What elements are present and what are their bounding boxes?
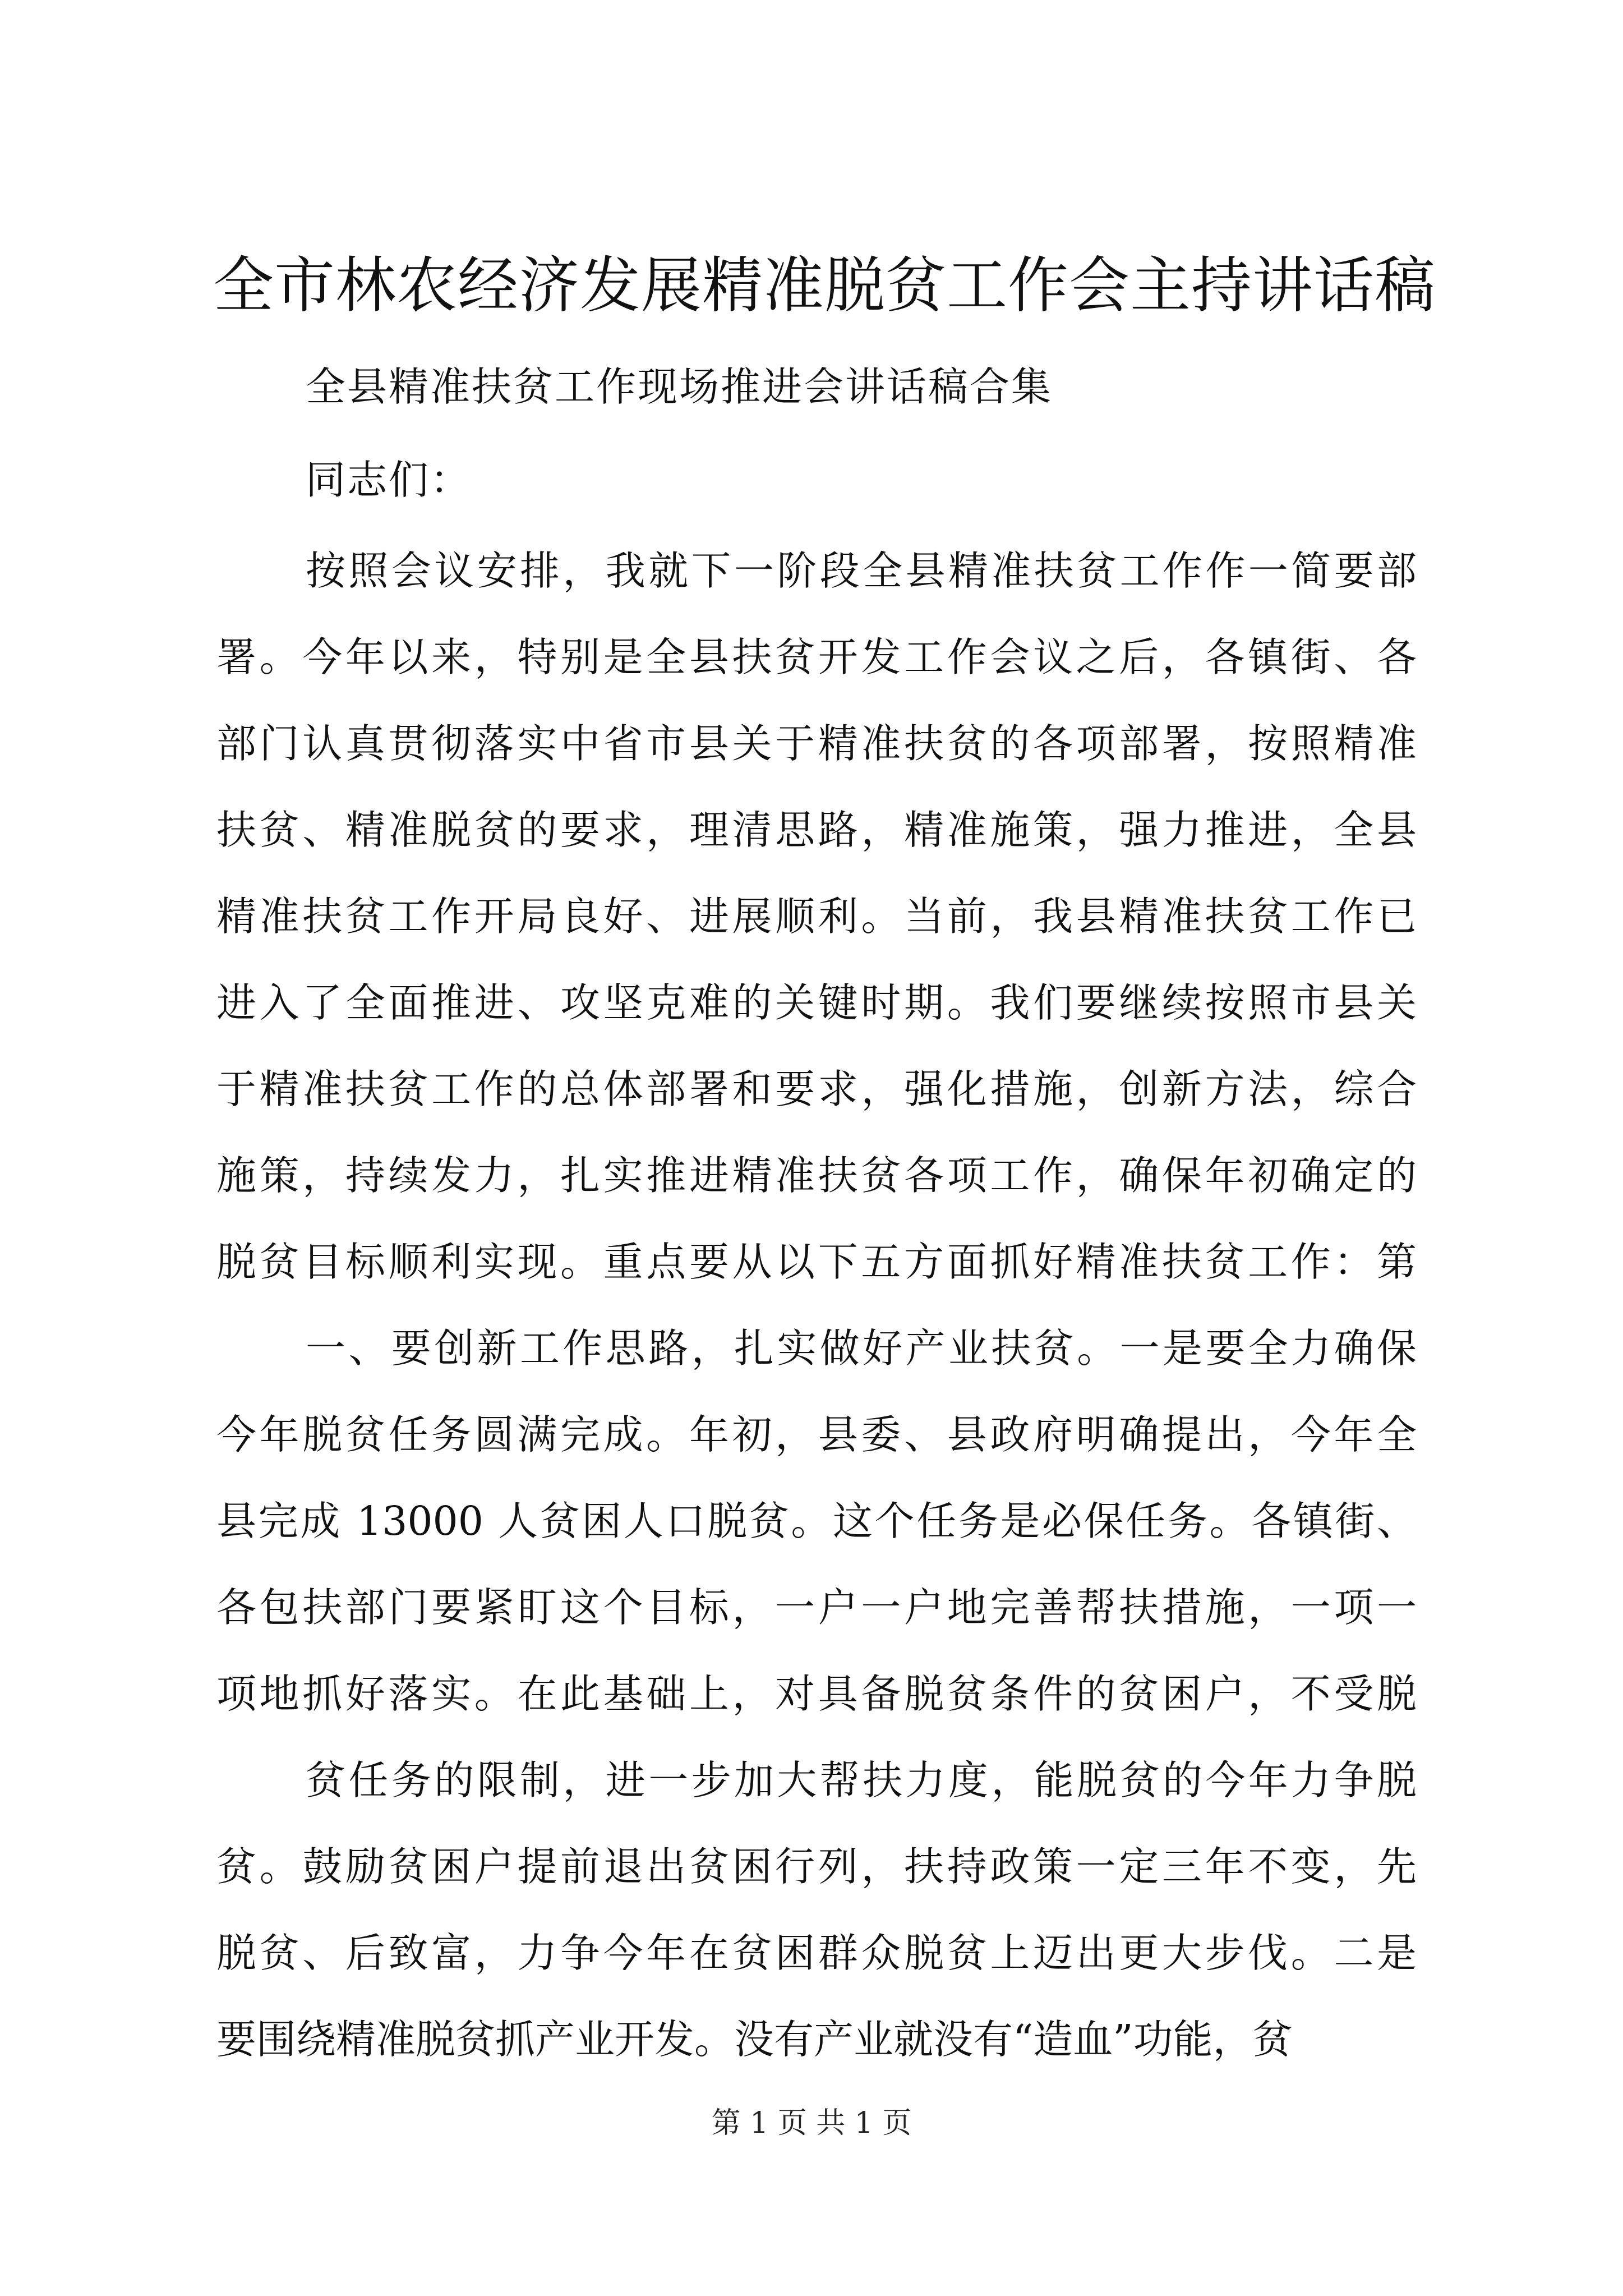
paragraph-line: 于精准扶贫工作的总体部署和要求，强化措施，创新方法，综合 [216,1066,1417,1112]
greeting: 同志们： [306,457,472,503]
paragraph-line: 按照会议安排，我就下一阶段全县精准扶贫工作作一简要部 [306,547,1417,594]
paragraph-line: 项地抓好落实。在此基础上，对具备脱贫条件的贫困户，不受脱 [216,1671,1417,1717]
paragraph-line: 进入了全面推进、攻坚克难的关键时期。我们要继续按照市县关 [216,979,1417,1026]
paragraph-line: 脱贫目标顺利实现。重点要从以下五方面抓好精准扶贫工作：第 [216,1239,1417,1285]
paragraph-line: 贫。鼓励贫困户提前退出贫困行列，扶持政策一定三年不变，先 [216,1843,1417,1890]
paragraph-line: 部门认真贯彻落实中省市县关于精准扶贫的各项部署，按照精准 [216,720,1417,767]
page-footer: 第 1 页 共 1 页 [711,2106,912,2140]
paragraph-line: 贫任务的限制，进一步加大帮扶力度，能脱贫的今年力争脱 [306,1757,1417,1803]
document-subtitle: 全县精准扶贫工作现场推进会讲话稿合集 [306,364,1053,410]
paragraph-line: 县完成 13000 人贫困人口脱贫。这个任务是必保任务。各镇街、 [216,1498,1417,1544]
document-title: 全市林农经济发展精准脱贫工作会主持讲话稿 [213,251,1436,321]
paragraph-line: 施策，持续发力，扎实推进精准扶贫各项工作，确保年初确定的 [216,1152,1417,1199]
paragraph-line: 一、要创新工作思路，扎实做好产业扶贫。一是要全力确保 [306,1325,1417,1372]
paragraph-line: 署。今年以来，特别是全县扶贫开发工作会议之后，各镇街、各 [216,634,1417,680]
paragraph-line: 脱贫、后致富，力争今年在贫困群众脱贫上迈出更大步伐。二是 [216,1930,1417,1976]
paragraph-line: 今年脱贫任务圆满完成。年初，县委、县政府明确提出，今年全 [216,1411,1417,1458]
paragraph-line: 要围绕精准脱贫抓产业开发。没有产业就没有“造血”功能，贫 [216,2016,1293,2063]
paragraph-line: 扶贫、精准脱贫的要求，理清思路，精准施策，强力推进，全县 [216,807,1417,853]
paragraph-line: 各包扶部门要紧盯这个目标，一户一户地完善帮扶措施，一项一 [216,1584,1417,1631]
paragraph-line: 精准扶贫工作开局良好、进展顺利。当前，我县精准扶贫工作已 [216,893,1417,940]
